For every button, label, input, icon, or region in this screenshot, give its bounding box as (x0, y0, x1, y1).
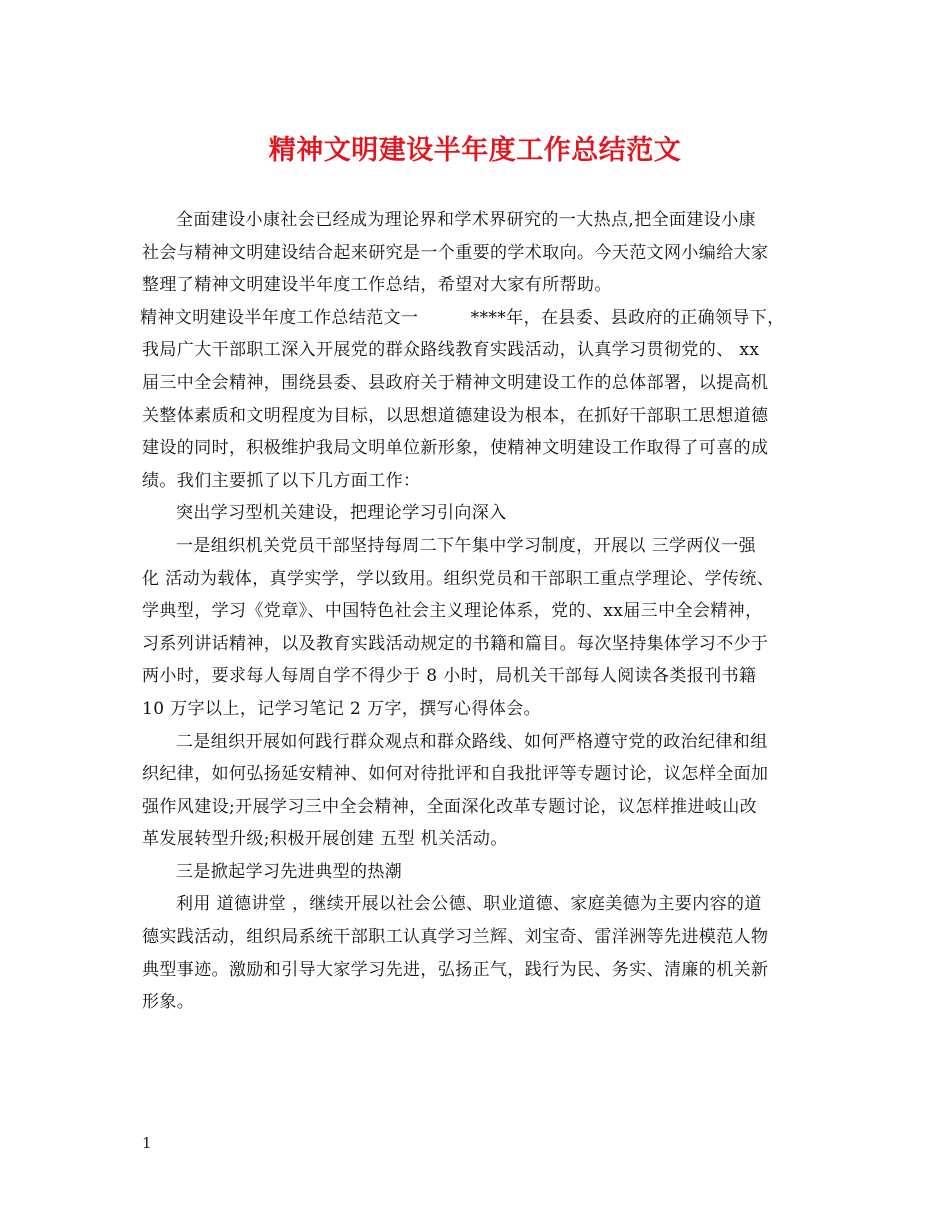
text-line: 突出学习型机关建设，把理论学习引向深入 (176, 503, 507, 524)
text-line: 德实践活动，组织局系统干部职工认真学习兰辉、刘宝奇、雷洋洲等先进模范人物 (142, 927, 769, 948)
text-line: 织纪律，如何弘扬延安精神、如何对待批评和自我批评等专题讨论，议怎样全面加 (142, 764, 769, 785)
text-line: 建设的同时，积极维护我局文明单位新形象，使精神文明建设工作取得了可喜的成 (142, 438, 769, 459)
text-line: 二是组织开展如何践行群众观点和群众路线、如何严格遵守党的政治纪律和组 (176, 731, 768, 752)
document-title: 精神文明建设半年度工作总结范文 (268, 135, 682, 166)
text-line: 届三中全会精神，围绕县委、县政府关于精神文明建设工作的总体部署，以提高机 (142, 372, 769, 393)
text-line: 学典型，学习《党章》、中国特色社会主义理论体系，党的、xx届三中全会精神， (142, 601, 763, 622)
text-line: 三是掀起学习先进典型的热潮 (176, 861, 403, 882)
text-line: 精神文明建设半年度工作总结范文一 ****年，在县委、县政府的正确领导下， (140, 307, 785, 328)
text-line: 绩。我们主要抓了以下几方面工作： (142, 470, 421, 491)
text-line: 典型事迹。激励和引导大家学习先进，弘扬正气，践行为民、务实、清廉的机关新 (142, 959, 769, 980)
document-body (142, 204, 814, 1019)
text-line: 一是组织机关党员干部坚持每周二下午集中学习制度，开展以 三学两仪一强 (176, 535, 757, 556)
text-line: 形象。 (142, 992, 195, 1013)
text-line: 习系列讲话精神，以及教育实践活动规定的书籍和篇目。每次坚持集体学习不少于 (142, 633, 769, 654)
text-line: 革发展转型升级;积极开展创建 五型 机关活动。 (142, 829, 508, 850)
text-line: 强作风建设;开展学习三中全会精神，全面深化改革专题讨论，议怎样推进岐山改 (142, 796, 758, 817)
text-line: 化 活动为载体，真学实学，学以致用。组织党员和干部职工重点学理论、学传统、 (142, 568, 775, 589)
text-line: 我局广大干部职工深入开展党的群众路线教育实践活动，认真学习贯彻党的、 xx (142, 340, 760, 361)
text-line: 整理了精神文明建设半年度工作总结，希望对大家有所帮助。 (142, 275, 612, 296)
text-line: 关整体素质和文明程度为目标，以思想道德建设为根本，在抓好干部职工思想道德 (142, 405, 769, 426)
text-line: 两小时，要求每人每周自学不得少于 8 小时，局机关干部每人阅读各类报刊书籍 (142, 666, 757, 687)
text-line: 10 万字以上，记学习笔记 2 万字，撰写心得体会。 (142, 698, 542, 719)
text-line: 利用 道德讲堂 ，继续开展以社会公德、职业道德、家庭美德为主要内容的道 (176, 894, 762, 915)
text-line: 社会与精神文明建设结合起来研究是一个重要的学术取向。今天范文网小编给大家 (142, 242, 769, 263)
text-line: 全面建设小康社会已经成为理论界和学术界研究的一大热点,把全面建设小康 (176, 210, 757, 230)
page-number: 1 (142, 1134, 152, 1152)
